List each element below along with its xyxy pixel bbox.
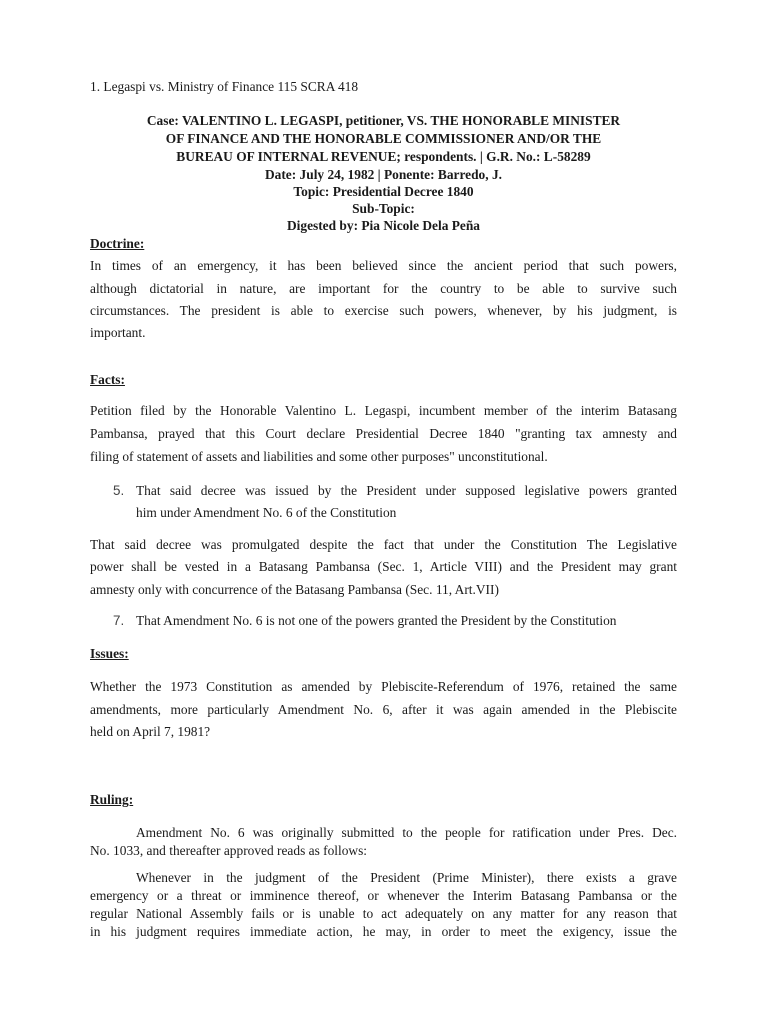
ruling-line: in his judgment requires immediate action, he may, in order to meet the exigency, issue the (90, 924, 677, 939)
facts-line: Petition filed by the Honorable Valentino L. Legaspi, incumbent member of the interim Batasang (90, 403, 677, 418)
ruling-line: regular National Assembly fails or is unable to act adequately on any matter for any reason that (90, 906, 677, 921)
issues-line: Whether the 1973 Constitution as amended by Plebiscite-Referendum of 1976, retained the same (90, 679, 677, 694)
doctrine-line: circumstances. The president is able to exercise such powers, whenever, by his judgment, is (90, 303, 677, 318)
issues-heading: Issues: (90, 646, 129, 661)
facts-line: filing of statement of assets and liabilities and some other purposes" unconstitutional. (90, 449, 548, 464)
doctrine-line: In times of an emergency, it has been believed since the ancient period that such powers, (90, 258, 677, 273)
header-date-ponente: Date: July 24, 1982 | Ponente: Barredo, J. (264, 167, 502, 182)
doctrine-line: although dictatorial in nature, are important for the country to be able to survive such (90, 281, 677, 296)
list-number: 7. (113, 613, 125, 628)
ruling-line: emergency or a threat or imminence thereof, or whenever the Interim Batasang Pambansa or the (90, 888, 677, 903)
facts-line: power shall be vested in a Batasang Pambansa (Sec. 1, Article VIII) and the President may grant (90, 559, 677, 574)
header-topic: Topic: Presidential Decree 1840 (293, 184, 474, 199)
facts-line: Pambansa, prayed that this Court declare Presidential Decree 1840 "granting tax amnesty and (90, 426, 677, 441)
issues-line: held on April 7, 1981? (90, 724, 211, 739)
header-case-line-1: Case: VALENTINO L. LEGASPI, petitioner, VS. THE HONORABLE MINISTER (146, 113, 621, 128)
issues-line: amendments, more particularly Amendment No. 6, after it was again amended in the Plebiscite (90, 702, 677, 717)
header-case-line-3: BUREAU OF INTERNAL REVENUE; respondents. | G.R. No.: L-58289 (176, 149, 591, 164)
ruling-line: Whenever in the judgment of the President (Prime Minister), there exists a grave (136, 870, 677, 885)
doctrine-line: important. (90, 325, 146, 340)
facts-heading: Facts: (90, 372, 125, 387)
ruling-line: Amendment No. 6 was originally submitted to the people for ratification under Pres. Dec. (136, 825, 677, 840)
ruling-line: No. 1033, and thereafter approved reads as follows: (90, 843, 368, 858)
header-case-line-2: OF FINANCE AND THE HONORABLE COMMISSIONER AND/OR THE (165, 131, 602, 146)
list-item-line: That said decree was issued by the President under supposed legislative powers granted (136, 483, 677, 498)
header-digested-by: Digested by: Pia Nicole Dela Peña (286, 218, 480, 233)
ruling-heading: Ruling: (90, 792, 134, 807)
doctrine-heading: Doctrine: (90, 236, 145, 251)
header-subtopic: Sub-Topic: (352, 201, 415, 216)
facts-line: That said decree was promulgated despite the fact that under the Constitution The Legislative (90, 537, 677, 552)
list-item-line: him under Amendment No. 6 of the Constitution (136, 505, 397, 520)
list-item-line: That Amendment No. 6 is not one of the powers granted the President by the Constitution (136, 613, 617, 628)
facts-line: amnesty only with concurrence of the Batasang Pambansa (Sec. 11, Art.VII) (90, 582, 499, 597)
case-reference: 1. Legaspi vs. Ministry of Finance 115 SCRA 418 (90, 79, 359, 94)
list-number: 5. (113, 483, 125, 498)
